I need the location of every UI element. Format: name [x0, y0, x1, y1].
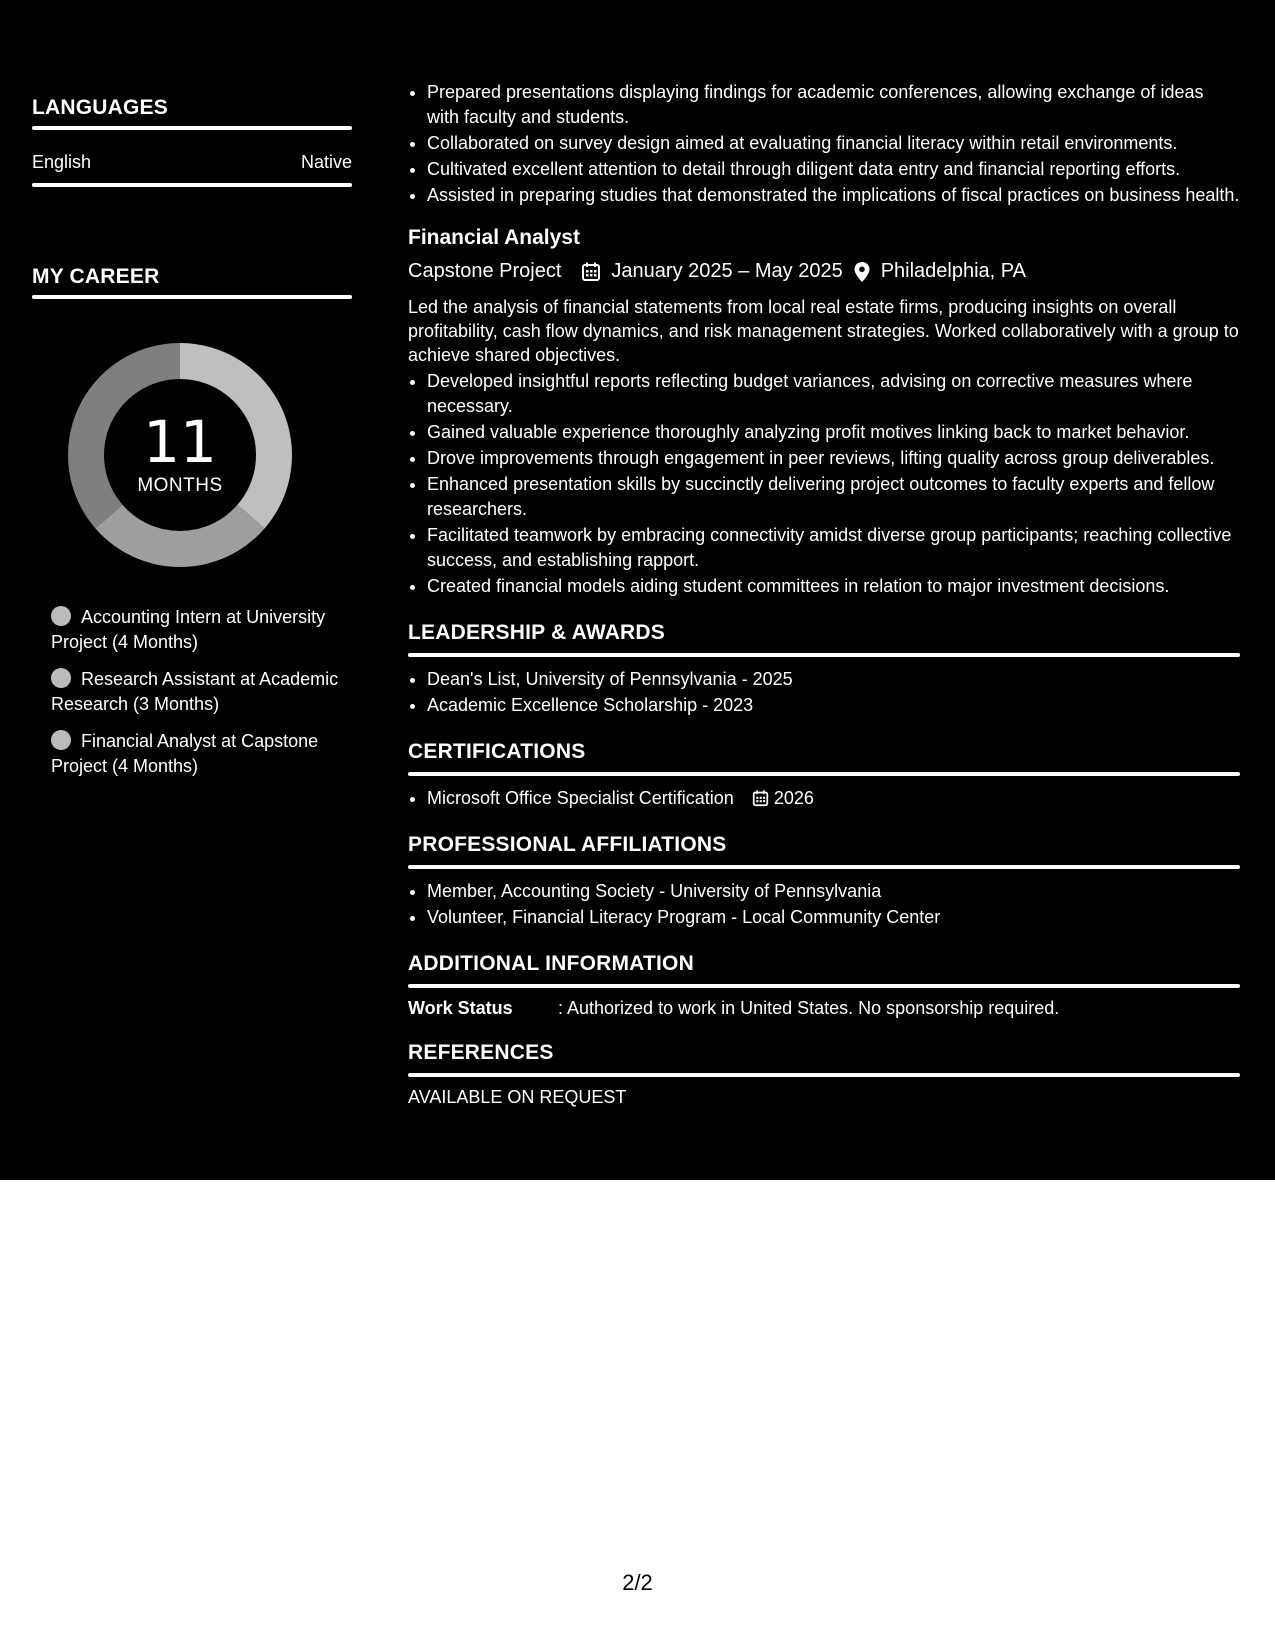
sidebar: [32, 96, 352, 791]
divider: [32, 126, 352, 130]
certifications-heading: CERTIFICATIONS: [408, 740, 586, 763]
list-item: • Developed insightful reports reflecting budget variances, advising on corrective measures where necessary.: [427, 369, 1240, 419]
legend-item: [51, 605, 352, 655]
list-item: • Dean's List, University of Pennsylvania - 2025: [427, 667, 1240, 692]
list-item: • Cultivated excellent attention to detail through diligent data entry and financial reporting efforts.: [427, 157, 1240, 182]
career-total-value: 11: [143, 408, 217, 476]
job-location: Philadelphia, PA: [880, 260, 1026, 282]
job-company: Capstone Project: [408, 260, 562, 282]
legend-item: [51, 729, 352, 779]
divider: [408, 984, 1240, 988]
career-total-unit: MONTHS: [137, 475, 223, 496]
language-level: Native: [300, 152, 352, 172]
job-meta: [408, 260, 1240, 283]
affiliations-list: [408, 879, 1240, 930]
job-dates: January 2025 – May 2025: [611, 260, 843, 282]
references-text: AVAILABLE ON REQUEST: [408, 1087, 627, 1107]
additional-info-section: [408, 952, 1240, 1019]
list-item: [427, 786, 1240, 811]
legend-label: Research Assistant at Academic Research (3 Months): [51, 669, 339, 714]
references-heading: REFERENCES: [408, 1041, 554, 1064]
references-section: [408, 1041, 1240, 1108]
list-item: • Facilitated teamwork by embracing connectivity amidst diverse group participants; reaching collective success, and establishing rapport.: [427, 523, 1240, 573]
legend-dot-icon: [51, 606, 71, 626]
career-legend: [51, 605, 352, 779]
list-item: • Academic Excellence Scholarship - 2023: [427, 693, 1240, 718]
career-donut-chart: [66, 341, 294, 569]
leadership-section: [408, 621, 1240, 718]
legend-dot-icon: [51, 668, 71, 688]
job-title: Financial Analyst: [408, 226, 580, 249]
page-number: 2/2: [622, 1570, 653, 1595]
work-status-value: : Authorized to work in United States. No sponsorship required.: [558, 998, 1060, 1018]
work-status-row: [408, 998, 1240, 1019]
list-item: • Drove improvements through engagement in peer reviews, lifting quality across group deliverables.: [427, 446, 1240, 471]
affiliations-section: [408, 833, 1240, 930]
main-content: [408, 80, 1240, 1108]
calendar-icon: [581, 261, 601, 282]
job-entry: [408, 226, 1240, 599]
list-item: • Created financial models aiding student committees in relation to major investment decisions.: [427, 574, 1240, 599]
language-level-bar: [32, 183, 352, 187]
work-status-label: Work Status: [408, 998, 513, 1018]
divider: [408, 653, 1240, 657]
leadership-heading: LEADERSHIP & AWARDS: [408, 621, 665, 644]
list-item: • Member, Accounting Society - University of Pennsylvania: [427, 879, 1240, 904]
languages-section: [32, 96, 352, 187]
donut-center: [66, 341, 294, 569]
career-section: [32, 265, 352, 779]
list-item: • Gained valuable experience thoroughly analyzing profit motives linking back to market behavior.: [427, 420, 1240, 445]
certification-name: Microsoft Office Specialist Certification: [427, 788, 734, 808]
legend-item: [51, 667, 352, 717]
previous-job-bullets: [408, 80, 1240, 208]
languages-heading: LANGUAGES: [32, 96, 168, 119]
divider: [32, 295, 352, 299]
divider: [408, 1073, 1240, 1077]
job-description: Led the analysis of financial statements from local real estate firms, producing insights on overall profitability, cash flow dynamics, and risk management strategies. Worked collaboratively with a group to achieve shared objectives.: [408, 297, 1239, 365]
calendar-icon: [752, 789, 769, 807]
divider: [408, 865, 1240, 869]
legend-label: Accounting Intern at University Project (4 Months): [51, 607, 326, 652]
language-name: English: [32, 152, 92, 172]
location-pin-icon: [853, 261, 871, 283]
certification-year: 2026: [773, 788, 814, 808]
list-item: • Prepared presentations displaying findings for academic conferences, allowing exchange of ideas with faculty and students.: [427, 80, 1240, 130]
career-heading: MY CAREER: [32, 265, 160, 288]
legend-dot-icon: [51, 730, 71, 750]
divider: [408, 772, 1240, 776]
certifications-section: [408, 740, 1240, 811]
leadership-list: [408, 667, 1240, 718]
list-item: • Assisted in preparing studies that demonstrated the implications of fiscal practices on business health.: [427, 183, 1240, 208]
list-item: • Enhanced presentation skills by succinctly delivering project outcomes to faculty experts and fellow researchers.: [427, 472, 1240, 522]
certifications-list: [408, 786, 1240, 811]
list-item: • Volunteer, Financial Literacy Program - Local Community Center: [427, 905, 1240, 930]
list-item: • Collaborated on survey design aimed at evaluating financial literacy within retail environments.: [427, 131, 1240, 156]
affiliations-heading: PROFESSIONAL AFFILIATIONS: [408, 833, 727, 856]
additional-info-heading: ADDITIONAL INFORMATION: [408, 952, 694, 975]
job-bullets: [408, 369, 1240, 599]
legend-label: Financial Analyst at Capstone Project (4 Months): [51, 731, 319, 776]
language-row: [32, 152, 352, 173]
